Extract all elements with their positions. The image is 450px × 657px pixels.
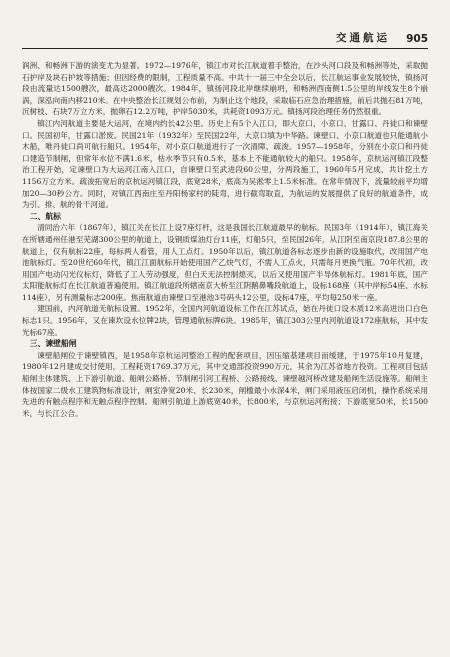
section-heading: 三、谏壁船闸 — [29, 339, 77, 349]
section-heading: 二、航标 — [29, 211, 61, 221]
body-paragraph: 润洲、和畅洲下游的演变尤为显著。1972—1976年，镇江市对长江航道着手整治，在沙头河口段及和畅洲等处，采取抛石护岸及块石护坡等措施；但因经费的限制，工程质量不高。中共十一届三中全会以后，长江航运事业发展较快，镇扬河段由流量达1500艘次，最高达2000艘次。1984年，镇扬河段北岸继续崩坍，和畅洲西南侧1.5公里的岸线发生8个崩涡，深泓向南内移210米。在中央整治长江规划公布前，为制止这个地段，采取临石应急治理措施，前后共抛石81万吨，沉树枝、石块7万立方米，抛卵石12.2万吨，护岸5030米，共耗资1093万元。镇扬河段治理任务仍然很重。 — [22, 61, 428, 117]
page-body — [22, 60, 428, 639]
page-header — [22, 30, 428, 49]
body-paragraph: 清同治六年（1867年），镇江关在长江上设7座灯杆，这是我国长江航道最早的航标。民国3年（1914年），镇江海关在所辖通州任港至芜湖300公里的航道上，设钢质煤油灯台11座，灯船5只，至民国26年，从江阴至南京段187.8公里的航道上，仅有航标22座，每标两人看管，用人工点灯。1950年以后，镇江航道各标志逐步由新的设施取代，改用国产电池航标灯。至20世纪60年代，镇江江面航标开始使用国产乙炔气灯，不需人工点火，只需每月更换气瓶。70年代初，改用国产电动闪光仪标灯，降低了工人劳动强度，但白天无法控制熄灭，以后又使用国产半导体航标灯。1981年底，国产太阳能航标灯在长江航道普遍使用。镇江航道段所辖南京大桥至江阴鹅鼻嘴段航道上，设标168座（其中岸标54座、水标114座），另有测量标志200座。焦南航道由谏壁口至港池3号码头12公里，设标47座，平均每250米一座。 — [22, 223, 428, 302]
body-paragraph: 建国前，内河航道无航标设置。1952年，全国内河航道设标工作在江苏试点，始在丹徒口设木质12米高进出口白色标志1只。1956年，又在谏坎设水位牌2块，管理通航标牌6块。1985年，镇江303公里内河航道设172座航标，其中发光标67座。 — [22, 304, 428, 337]
body-paragraph: 谏壁船闸位于谏壁镇西，是1958年京杭运河整治工程的配套项目，因压缩基建项目而缓建，于1975年10月复建，1980年12月建成交付使用，工程耗资1769.37万元，其中交通部投资990万元，其余为江苏省地方投资。工程项目包括船闸主体建筑、上下游引航道、船闸公路桥、节制闸引河工程桥、公路接线、谏壁越河桥改建及船闸生活设施等。船闸主体按国家二级水工建筑物标准设计，闸室净宽20米、长230米，闸槛最小水深4米，闸门采用液压启闭机，操作系统采用先进的有触点程序和无触点程序控制。船闸引航道上游底宽40米，长800米，与京杭运河衔接；下游底宽50米，长1500米，与长江公合。 — [22, 350, 428, 418]
running-title: 交通航运 — [336, 32, 390, 44]
body-paragraph: 镇江内河航道主要是大运河，在境内约长42公里。历史上有5个入江口，即大京口、小京口、甘露口、丹徒口和谏壁口。民国初年，甘露口淤废。民国21年（1932年）至民国22年，大京口填为中华路。谏壁口、小京口航道也只能通航小木船，唯丹徒口尚可航行船只。1954年，对小京口航道进行了一次清障、疏浚。1957—1958年，分别在小京口和丹徒口建造节制闸，但常年水位不满1.6米，枯水季节只有0.5米，基本上不能通航较大的船只。1958年，京杭运河镇江段整治工程开始，定谏壁口为大运河江南入江口，自谏壁口至武进段60公里，分两段施工，1960年5月完成，共计挖土方1156万立方米。疏浚拓宽后的京杭运河镇江段，底宽28米，底高为吴淞零上1.5米标准。在常年情况下，流量较前平均增加20—30秒公方。同时，对镇江西南庄至丹阳杨家村的陡弯，进行截弯取直，为航运的发展提供了良好的航道条件，成为引、排、航的骨干河道。 — [22, 118, 428, 210]
page-number: 905 — [406, 33, 428, 45]
